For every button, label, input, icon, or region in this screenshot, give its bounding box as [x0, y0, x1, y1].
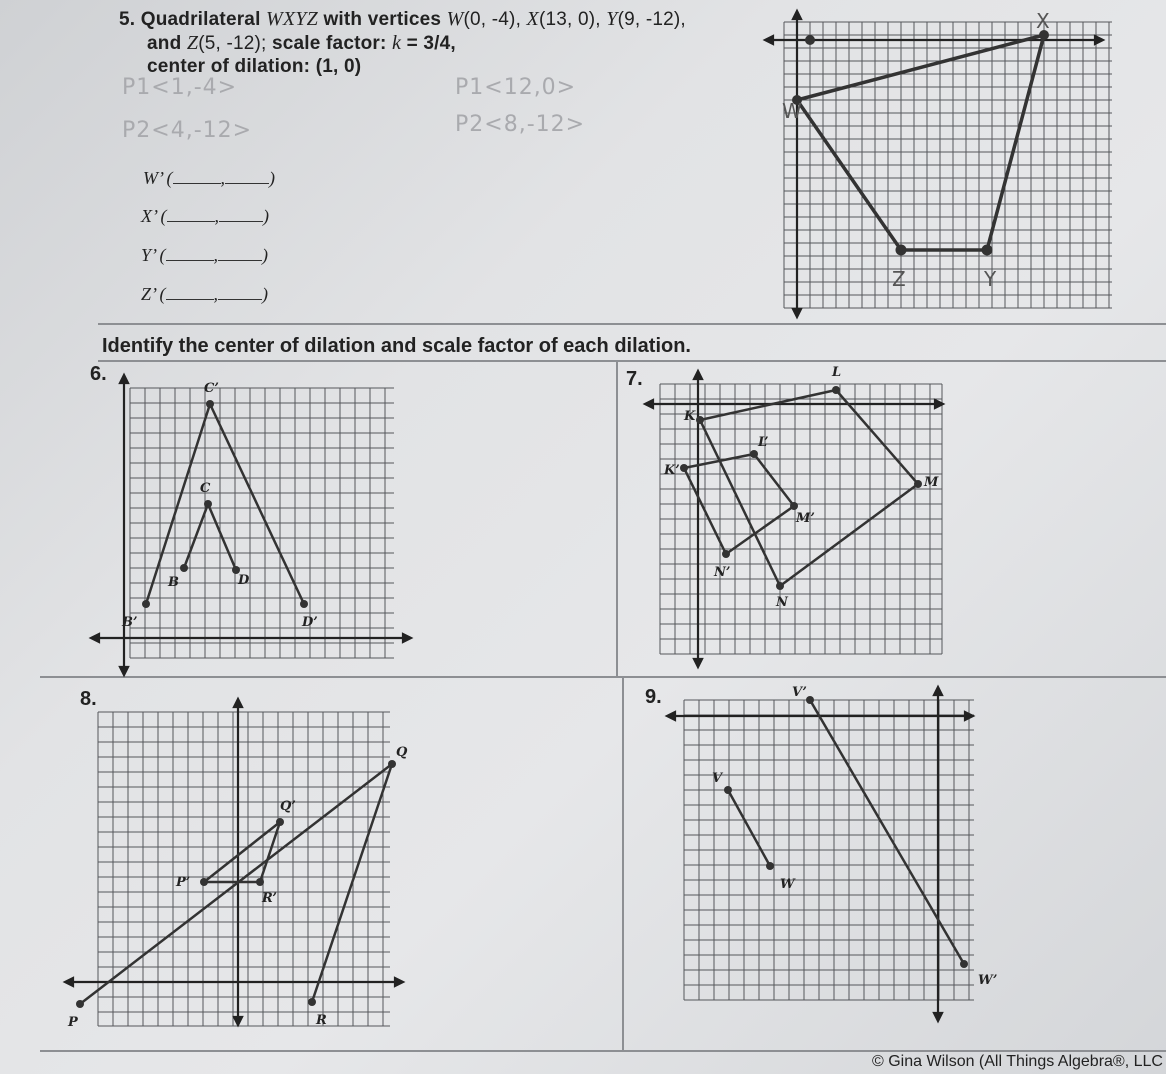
p9-label-w: W: [780, 877, 795, 892]
graph-5-label-w: W: [782, 99, 802, 123]
p6-label-c-prime: C’: [204, 381, 219, 396]
problem-8-graph: [62, 692, 408, 1032]
problem-5-graph: [760, 8, 1120, 328]
p8-label-q-prime: Q’: [280, 799, 296, 814]
p6-label-c: C: [200, 481, 211, 496]
p7-label-m-prime: M’: [796, 511, 815, 526]
divider-mid-bottom: [622, 676, 624, 1050]
answer-z-prime[interactable]: Z’ ( , ): [141, 284, 269, 304]
answer-w-prime[interactable]: W’ ( , ): [143, 168, 275, 188]
p7-label-l-prime: L’: [758, 435, 769, 450]
p9-label-v: V: [712, 771, 723, 786]
handwriting-3: P2<4,-12>: [122, 118, 253, 143]
p8-label-r-prime: R’: [262, 891, 277, 906]
handwriting-1: P1<1,-4>: [122, 75, 238, 100]
problem-8-number: 8.: [80, 688, 97, 710]
problem-9-graph: [664, 684, 998, 1024]
p7-label-k: K: [684, 409, 696, 424]
graph-5-label-z: Z: [892, 267, 906, 291]
copyright-footer: © Gina Wilson (All Things Algebra®, LLC: [872, 1053, 1163, 1070]
problem-6-number: 6.: [90, 363, 107, 385]
p7-label-n-prime: N’: [714, 565, 731, 580]
problem-6-graph: [90, 372, 410, 672]
p6-label-d: D: [238, 573, 250, 588]
p7-label-n: N: [776, 595, 788, 610]
graph-5-label-y: Y: [984, 267, 997, 291]
graph-5-label-x: X: [1036, 9, 1050, 33]
problem-5-line-3: center of dilation: (1, 0): [147, 56, 362, 77]
p7-label-l: L: [832, 365, 842, 380]
handwriting-2: P1<12,0>: [455, 75, 577, 100]
problem-7-graph: [640, 365, 950, 668]
p8-label-p-prime: P’: [176, 875, 191, 890]
divider-mid-top: [616, 360, 618, 678]
divider-heading: [98, 360, 1166, 362]
p9-label-w-prime: W’: [978, 973, 998, 988]
problem-5-line-1: 5. Quadrilateral WXYZ with vertices W(0, -4), X(13, 0), Y(9, -12),: [119, 8, 686, 30]
p8-label-p: P: [68, 1015, 78, 1030]
p7-label-m: M: [924, 475, 939, 490]
divider-middle: [40, 676, 1166, 678]
p9-label-v-prime: V’: [792, 685, 807, 700]
p6-label-b: B: [168, 575, 179, 590]
problem-9-number: 9.: [645, 686, 662, 708]
handwriting-4: P2<8,-12>: [455, 112, 586, 137]
problem-5-line-2: and Z(5, -12); scale factor: k = 3/4,: [147, 32, 456, 54]
problem-7-number: 7.: [626, 368, 643, 390]
divider-bottom: [40, 1050, 1166, 1052]
answer-y-prime[interactable]: Y’ ( , ): [141, 245, 269, 265]
divider-top: [98, 323, 1166, 325]
p7-label-k-prime: K’: [664, 463, 680, 478]
p8-label-q: Q: [396, 745, 408, 760]
p6-label-b-prime: B’: [122, 615, 138, 630]
answer-x-prime[interactable]: X’ ( , ): [141, 206, 269, 226]
p6-label-d-prime: D’: [302, 615, 318, 630]
section-heading: Identify the center of dilation and scale factor of each dilation.: [102, 335, 691, 357]
p8-label-r: R: [316, 1013, 327, 1028]
